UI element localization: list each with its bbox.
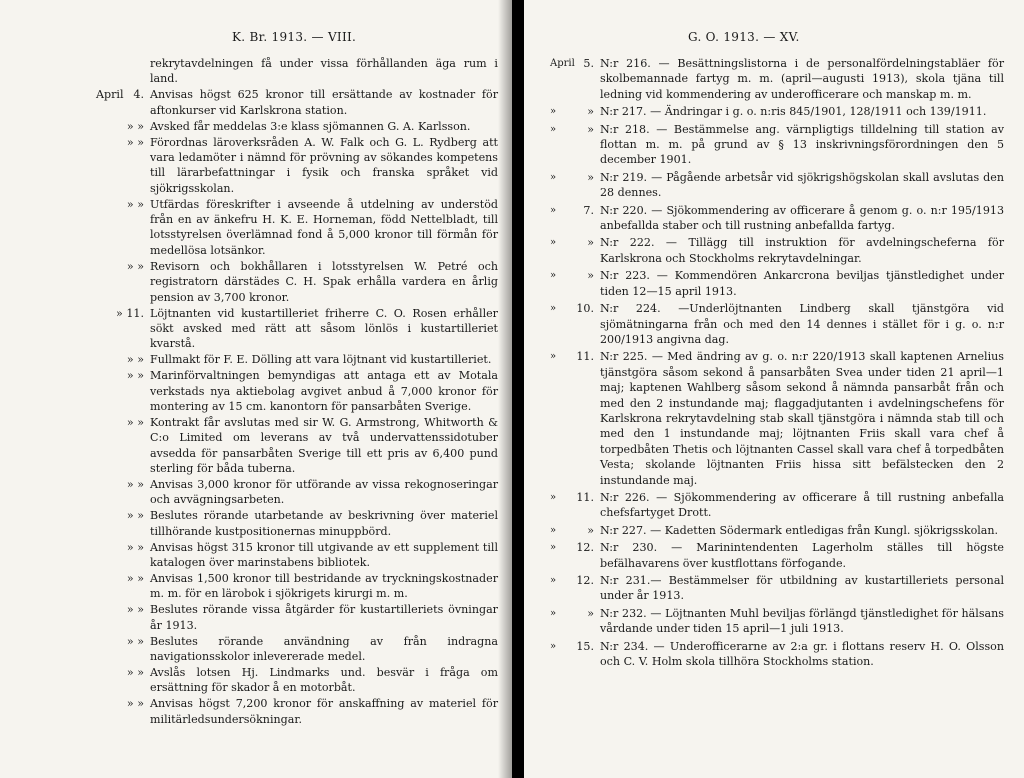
entry-day: » » [126,571,144,585]
entry-text: N:r 220. — Sjökommendering av officerare å genom g. o. n:r 195/1913 anbefallda staber och till rustning anbefallda fartyg. [600,203,1004,233]
entry-month: » [550,270,557,282]
entry-day: 12. [576,541,594,555]
entry-text: N:r 217. — Ändringar i g. o. n:ris 845/1901, 128/1911 och 139/1911. [600,105,987,119]
entry [0,571,512,602]
entry-day: » [587,269,594,283]
entry-text: N:r 226. — Sjökommendering av officerare å till rustning anbefalla chefsfartyget Drott. [600,490,1004,520]
entry [524,639,1024,670]
entry-text: N:r 232. — Löjtnanten Muhl beviljas förlängd tjänstledighet för hälsans vårdande under tiden 15 april—1 juli 1913. [600,606,1004,636]
entry-day: » [587,606,594,620]
left-page-spine-shadow [498,0,512,778]
entry-day: 11. [576,490,594,504]
entry-day: 15. [576,639,594,653]
entry [0,696,512,727]
entry-day: » [587,170,594,184]
entry-month: » [550,542,557,554]
entry-text: N:r 231.— Bestämmelser för utbildning av kustartilleriets personal under år 1913. [600,574,1004,603]
entry [0,634,512,665]
entry [0,135,512,197]
entry-month: » [550,524,557,536]
left-entries [0,56,512,727]
entry [0,352,512,367]
entry-text: Anvisas 3,000 kronor för utförande av vissa rekognoseringar och avvägningsarbeten. [150,477,498,507]
entry-text: Förordnas läroverksråden A. W. Falk och G. L. Rydberg att vara ledamöter i nämnd för prövning av sökandes kompetens till lärarbefattningar i fysik och franska språket vid sjökrigsskolan. [150,135,498,195]
entry-text: N:r 225. — Med ändring av g. o. n:r 220/1913 skall kaptenen Arnelius tjänstgöra såsom sekond å pansarbåten Svea under tiden 21 april—1 maj; kaptenen Wahlberg såsom sekond å nämnda pansarbåt från och med den 2 instundande maj; flaggadjutanten i avdelningschefens för Karlskrona rekrytavdelning stab skall tjänstgöra i nämnda stab till och med den 1 instundande maj; löjtnanten Friis skall vara chef å torpedbåten Thetis och löjtnanten Cassel skall vara chef å torpedbåten Vesta; skolande löjtnanten Friis hissa sitt befälstecken den 2 instundande maj. [600,350,1004,487]
entry-day: » » [126,665,144,679]
entry-text: Beslutes rörande utarbetande av beskrivning över materiel tillhörande kustpositionernas minuppbörd. [150,509,498,538]
entry [0,197,512,259]
entry-text: Revisorn och bokhållaren i lotsstyrelsen W. Petré och registratorn därstädes C. H. Spak erhålla vardera en årlig pension av 3,700 kronor. [150,259,498,304]
entry-text: Avslås lotsen Hj. Lindmarks und. besvär i fråga om ersättning för skador å en motorbåt. [150,665,498,695]
entry-day: » » [126,353,144,367]
entry [0,259,512,305]
entry [524,268,1024,299]
entry [0,119,512,134]
entry-month: » [550,204,557,216]
entry-day: » » [126,634,144,648]
entry-text: rekrytavdelningen få under vissa förhållanden äga rum i land. [150,57,498,86]
entry-text: Marinförvaltningen bemyndigas att antaga ett av Motala verkstads nya aktiebolag avgivet anbud å 7,000 kronor för montering av 15 cm. kanontorn för pansarbåten Sverige. [150,369,498,413]
entry-month: » [550,575,557,586]
entry [524,235,1024,266]
entry [524,104,1024,119]
entry-text: Beslutes rörande vissa åtgärder för kustartilleriets övningar år 1913. [150,603,498,632]
entry-day: » » [126,119,144,133]
entry-month: » [550,237,557,249]
right-page [524,0,1024,778]
entry-month: April [96,88,124,102]
entry-text: N:r 224. —Underlöjtnanten Lindberg skall tjänstgöra vid sjömätningarna från och med den 14 dennes i stället för i g. o. n:r 200/1913 angivna dag. [600,302,1004,346]
entry-day: » » [126,509,144,523]
entry-text: N:r 219. — Pågående arbetsår vid sjökrigshögskolan skall avslutas den 28 dennes. [600,170,1004,200]
entry-day: 4. [133,88,144,102]
entry-day: » [587,105,594,119]
entry-month: » [550,303,557,315]
entry-text: Anvisas högst 7,200 kronor för anskaffning av materiel för militärledsundersökningar. [150,697,498,726]
entry [0,56,512,87]
entry-text: Beslutes rörande användning av från indragna navigationsskolor inlevererade medel. [150,634,498,663]
entry-text: Kontrakt får avslutas med sir W. G. Armstrong, Whitworth & C:o Limited om leverans av två undervattenssidotuber avsedda för pansarbåten Sverige till ett pris av 6,400 pund sterling för båda tuberna. [150,415,498,476]
entry-day: 5. [583,57,594,70]
entry [524,203,1024,234]
entry [0,368,512,414]
entry-day: 10. [576,302,594,316]
entry-text: Anvisas 1,500 kronor till bestridande av tryckningskostnader m. m. för en lärobok i sjökrigets kirurgi m. m. [150,571,498,601]
entry [0,306,512,352]
entry [0,602,512,633]
entry-text: N:r 234. — Underofficerarne av 2:a gr. i flottans reserv H. O. Olsson och C. V. Holm skola tillhöra Stockholms station. [600,639,1004,669]
entry-text: N:r 223. — Kommendören Ankarcrona beviljas tjänstledighet under tiden 12—15 april 1913. [600,269,1004,298]
entry-month: » [550,171,557,183]
entry [524,606,1024,637]
entry-day: » » [126,197,144,211]
entry-month: » [550,607,557,619]
entry [0,477,512,508]
entry-text: N:r 218. — Bestämmelse ang. värnpligtigs tilldelning till station av flottan m. m. på grund av § 13 inskrivningsförordningen den 5 december 1901. [600,122,1004,167]
entry-month: » [550,106,557,118]
entry-day: » 11. [116,306,144,320]
entry [0,508,512,539]
entry-month: » [550,351,557,363]
entry [0,665,512,696]
entry-day: 11. [576,350,594,364]
entry [0,87,512,118]
entry-day: » » [126,477,144,491]
entry-month: April [550,58,575,69]
entry-text: N:r 230. — Marinintendenten Lagerholm ställes till högste befälhavarens över kustflottans förfogande. [600,541,1004,570]
entry [0,540,512,571]
entry-text: Avsked får meddelas 3:e klass sjömannen G. A. Karlsson. [150,119,471,133]
entry-month: » [550,491,557,503]
entry-day: 7. [583,203,594,217]
entry [524,540,1024,571]
entry-day: » [587,236,594,250]
entry-text: N:r 227. — Kadetten Södermark entledigas från Kungl. sjökrigsskolan. [600,523,999,537]
entry [524,523,1024,538]
entry [524,490,1024,521]
entry [524,170,1024,201]
entry-text: Anvisas högst 315 kronor till utgivande av ett supplement till katalogen över marinstabens bibliotek. [150,540,498,569]
entry [524,301,1024,347]
entry-day: 12. [576,574,594,587]
entry [524,122,1024,168]
entry [524,573,1024,604]
entry-text: N:r 216. — Besättningslistorna i de personalfördelningstabläer för skolbemannade fartyg m. m. (april—augusti 1913), skola tjäna till ledning vid kommendering av underofficerare och manskap m. m. [600,57,1004,101]
entry-day: » » [126,259,144,273]
left-running-head: K. Br. 1913. — VIII. [232,30,357,44]
entry-day: » » [126,697,144,711]
entry-month: » [550,123,557,135]
entry-day: » [587,122,594,136]
entry [524,349,1024,488]
entry-day: » » [126,603,144,617]
entry-day: » » [126,415,144,429]
entry-text: Löjtnanten vid kustartilleriet friherre C. O. Rosen erhåller sökt avsked med rätt att såsom lönlös i kustartilleriet kvarstå. [150,306,498,351]
entry-text: Utfärdas föreskrifter i avseende å utdelning av understöd från en av änkefru H. K. E. Horneman, född Nettelbladt, till lotsstyrelsen överlämnad fond å 5,000 kronor till förmån för medellösa lotsänkor. [150,197,498,257]
entry [0,415,512,477]
entry-text: N:r 222. — Tillägg till instruktion för avdelningscheferna för Karlskrona och Stockholms rekrytavdelningar. [600,236,1004,265]
entry-day: » » [126,540,144,554]
right-entries [524,56,1024,671]
book-spine [512,0,524,778]
entry-day: » » [126,369,144,383]
entry-day: » [587,523,594,537]
entry-day: » » [126,135,144,149]
entry [524,56,1024,102]
right-running-head: G. O. 1913. — XV. [688,30,800,44]
entry-month: » [550,640,557,652]
entry-text: Anvisas högst 625 kronor till ersättande av kostnader för aftonkurser vid Karlskrona station. [150,88,498,117]
entry-text: Fullmakt för F. E. Dölling att vara löjtnant vid kustartilleriet. [150,353,492,367]
